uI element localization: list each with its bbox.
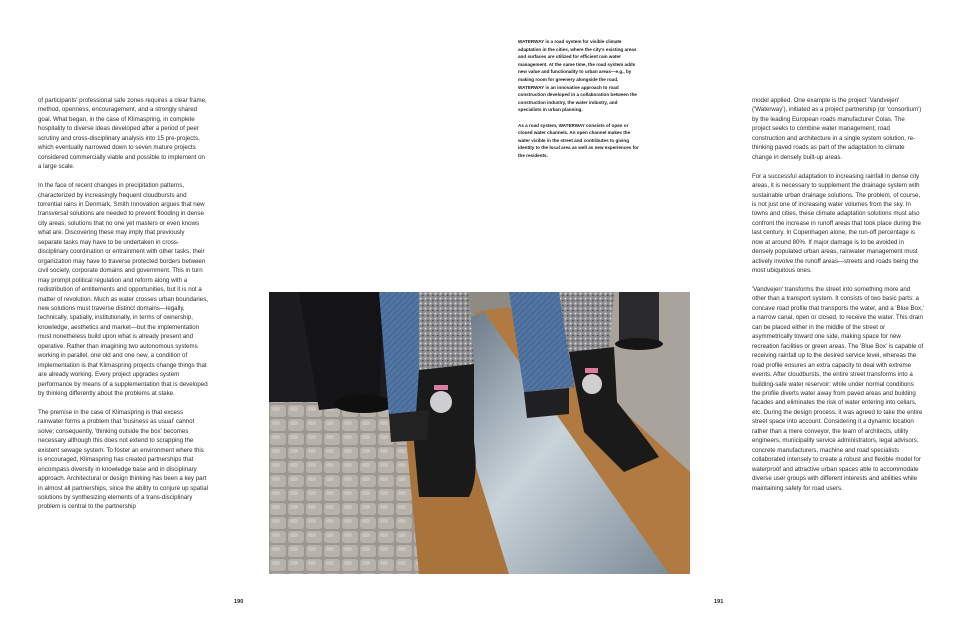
caption-paragraph: WATERWAY is a road system for visible climate adaptation in the cities, where the city's existing areas and surfaces are utilized for efficient rain water management. At the same time, the road system adds new value and functionality to urban areas—e.g., by making room for greenery alongside the road. WATERWAY is an innovative approach to road construction developed in a collaboration between the construction industry, the water industry, and specialists in urban planning.: [518, 39, 637, 113]
caption-paragraph: As a road system, WATERWAY consists of open or closed water channels. An open channel makes the water visible in the street and contributes to giving identity to the local area as well as new experiences for the residents.: [518, 122, 639, 158]
left-text-column: [38, 96, 208, 521]
left-paragraph: of participants' professional safe zones requires a clear frame, method, openness, encouragement, and a strongly shared goal. What began, in the case of Klimaspring, in complete hospitality to diverse ideas developed after a period of peer scrutiny and cross-disciplinary analysis into 15 pre-projects, which eventually narrowed down to seven mature projects considered commercially viable and possible to implement on a large scale.: [38, 97, 207, 171]
page-number-left: 190: [234, 599, 244, 605]
boots-in-water-channel-photo: [269, 292, 690, 574]
page-number-right: 191: [714, 599, 724, 605]
right-paragraph: 'Vandvejen' transforms the street into something more and other than a transport system. It consists of two basic parts: a concave road profile that transports the water, and a 'Blue Box,' a narrow canal, open or closed, to receive the water. This drain can be placed either in the middle of the street or asymmetrically toward one side, making space for new recreation facilities or green areas. The 'Blue Box' is capable of receiving rainfall up to the desired service level, whereas the road profile ensures an extra capacity to deal with extreme events. After cloudbursts, the entire street transforms into a building-safe water reservoir; while under normal conditions the profile diverts water away from paved areas and building facades and eliminates the risk of water entering into cellars, etc. During the design process, it was agreed to take the entire street space into account. Considering it a dynamic location rather than a mere conveyor, the team of architects, utility engineers, municipality service administrators, legal advisors, concrete manufacturers, machine and road specialists collaborated intensely to create a robust and flexible model for waterproof and attractive urban spaces able to accommodate diverse user groups with different interests and abilities while maintaining safety for road users.: [752, 286, 924, 492]
right-paragraph: model applied. One example is the project 'Vandvejen' ('Waterway'), initiated as a project partnership (or 'consortium') by the leading European roads manufacturer Colas. The project seeks to combine water management, road construction and architecture in a single system solution, re-thinking paved roads as part of the adaptation to climate change in densely built-up areas.: [752, 97, 922, 161]
right-text-column: [752, 96, 924, 502]
left-paragraph: The premise in the case of Klimaspring is that excess rainwater forms a problem that 'business as usual' cannot solve; consequently, 'thinking outside the box' becomes necessary although this does not extend to scrapping the existent sewage system. To foster an environment where this is encouraged, Klimaspring has created partnerships that encompass diversity in knowledge base and in disciplinary approach. Architectural or design thinking has been a key part in almost all partnerships, since the ability to conjure up spatial solutions by synthesizing elements of a trans-disciplinary problem is central to the partnership: [38, 408, 208, 511]
right-paragraph: For a successful adaptation to increasing rainfall in dense city areas, it is necessary to supplement the drainage system with sustainable urban drainage solutions. The problem, of course, is not just one of increasing water volumes from the sky. In towns and cities, these climate adaptation solutions must also confront the increase in runoff areas that took place during the last century. In Copenhagen alone, the run-off percentage is now at around 80%. If major damage is to be avoided in densely populated urban areas, rainwater management must actively involve the runoff areas—streets and roads being the most ubiquitous ones.: [752, 172, 921, 275]
photo-caption: [518, 38, 640, 167]
left-paragraph: In the face of recent changes in precipitation patterns, characterized by increasingly frequent cloudbursts and torrential rains in Denmark, Smith Innovation argues that new transversal solutions are needed to prevent flooding in dense city areas, solutions that no one yet masters or even knows what are. Discovering these may imply that previously separate tasks may have to be undertaken in cross-disciplinary coordination or entrainment with other tasks, their organization may have to traverse protected borders between civil society, corporate domains and government. This in turn may prompt political regulation and reform along with a redistribution of entitlements and opportunities, but it is not a matter of revolution. Much as water crosses urban boundaries, new solutions must traverse distinct domains—legally, technically, spatially, institutionally, in terms of ownership, knowledge, aesthetics and market—but the implementation must nonetheless build upon what is already present and operative. Rather than imagining two autonomous systems working in parallel, one old and one new, a condition of implementation is that Klimaspring projects change things that are already working. Every project upgrades system performance by means of a supplementation that is developed by thinking differently about the problems at stake.: [38, 182, 208, 398]
